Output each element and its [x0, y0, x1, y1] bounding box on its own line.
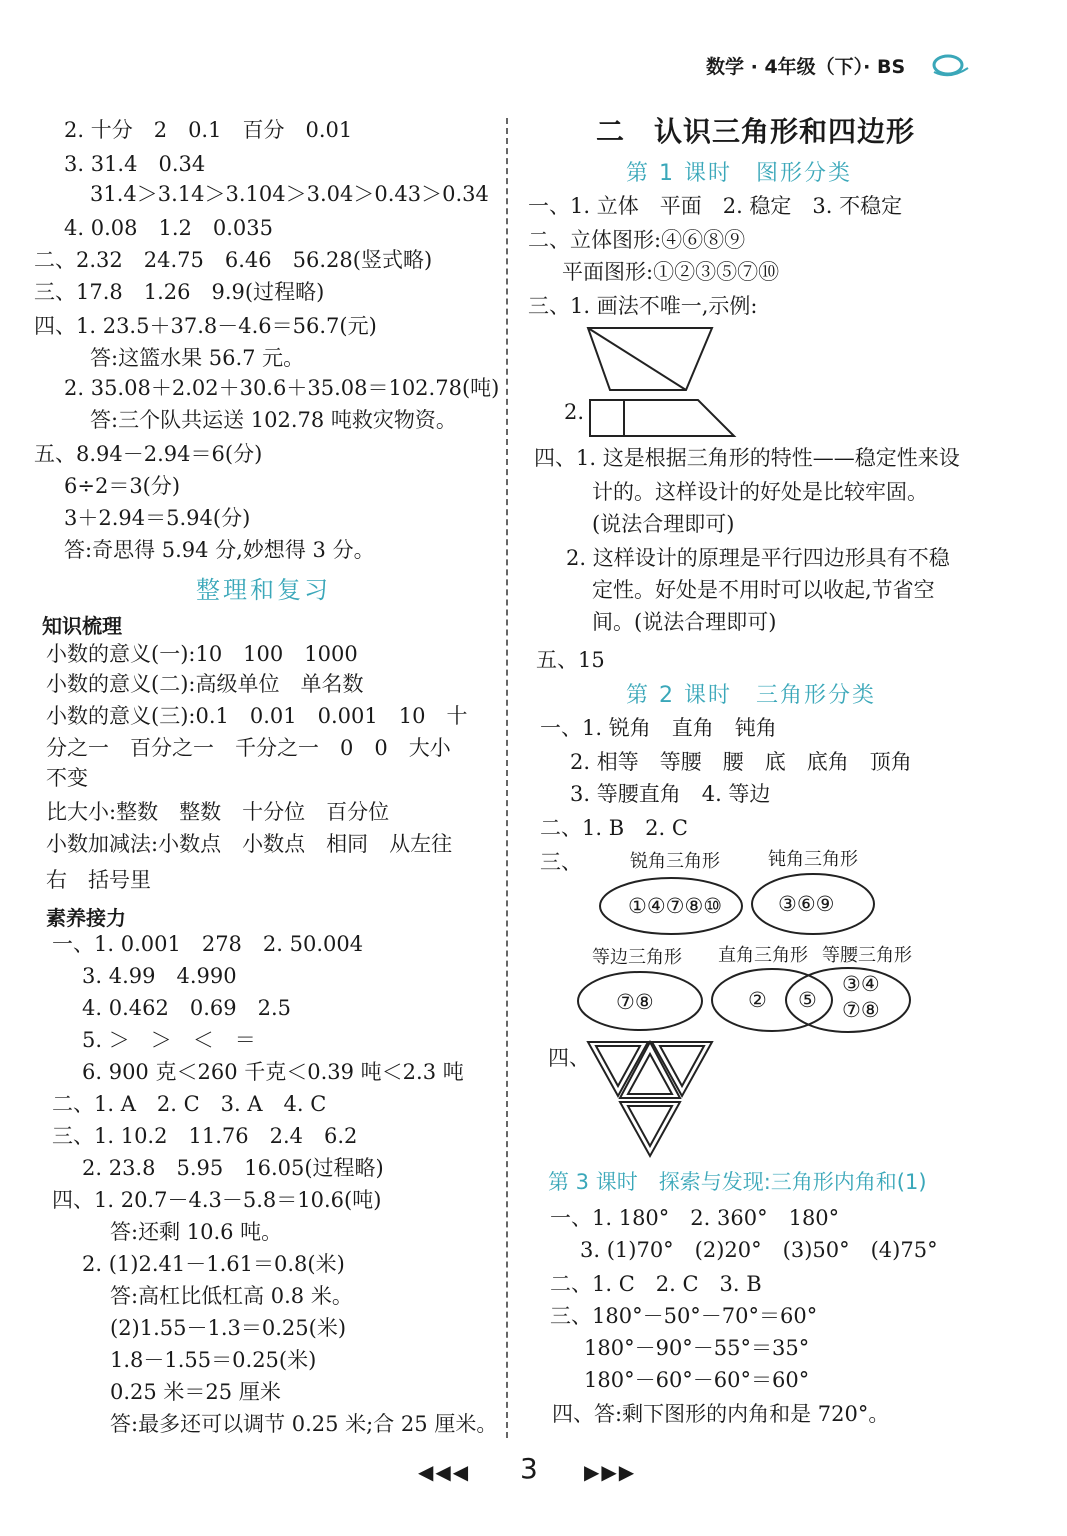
lesson3-line-3: 二、1. C 2. C 3. B: [550, 1272, 762, 1296]
left-line-13: 3＋2.94＝5.94(分): [64, 506, 251, 530]
knowledge-line-3: 小数的意义(三):0.1 0.01 0.001 10 十: [46, 704, 468, 728]
page-header: 数学 · 4年级（下）· BS: [706, 56, 906, 78]
lesson3-line-7: 四、答:剩下图形的内角和是 720°。: [552, 1402, 890, 1426]
acute-label: 锐角三角形: [630, 851, 720, 872]
obtuse-items: ③⑥⑨: [778, 892, 835, 916]
lesson2-line-4: 二、1. B 2. C: [540, 816, 688, 840]
lesson2-line-5: 三、: [540, 850, 582, 874]
lesson1-line-2: 二、立体图形:④⑥⑧⑨: [528, 228, 746, 252]
left-line-3: 31.4＞3.14＞3.104＞3.04＞0.43＞0.34: [90, 182, 489, 206]
lesson1-line-10: 定性。好处是不用时可以收起,节省空: [592, 578, 935, 602]
left-line-4: 4. 0.08 1.2 0.035: [64, 216, 273, 240]
right-label: 直角三角形: [718, 945, 808, 966]
equilateral-label: 等边三角形: [592, 947, 682, 968]
acute-items: ①④⑦⑧⑩: [628, 894, 723, 918]
knowledge-line-4: 分之一 百分之一 千分之一 0 0 大小: [46, 736, 451, 760]
relay-title: 素养接力: [46, 906, 126, 930]
lesson1-line-3: 平面图形:①②③⑤⑦⑩: [562, 260, 780, 284]
relay-line-8: 2. 23.8 5.95 16.05(过程略): [82, 1156, 384, 1180]
relay-line-11: 2. (1)2.41－1.61＝0.8(米): [82, 1252, 345, 1276]
lesson1-line-7: 计的。这样设计的好处是比较牢固。: [592, 480, 928, 504]
lesson3-title: 第 3 课时 探索与发现:三角形内角和(1): [548, 1170, 927, 1194]
isosceles-items-2: ⑦⑧: [842, 998, 880, 1022]
relay-line-7: 三、1. 10.2 11.76 2.4 6.2: [52, 1124, 358, 1148]
next-arrows-icon[interactable]: ▶▶▶: [584, 1460, 637, 1484]
relay-line-3: 4. 0.462 0.69 2.5: [82, 996, 291, 1020]
lesson1-line-8: (说法合理即可): [592, 512, 735, 536]
knowledge-title: 知识梳理: [42, 614, 122, 638]
triangle-frame-figure: [584, 1036, 720, 1160]
lesson1-line-1: 一、1. 立体 平面 2. 稳定 3. 不稳定: [528, 194, 903, 218]
page-number: 3: [520, 1452, 538, 1485]
isosceles-items-1: ③④: [842, 972, 880, 996]
left-line-8: 答:这篮水果 56.7 元。: [90, 346, 305, 370]
lesson1-line-4: 三、1. 画法不唯一,示例:: [528, 294, 758, 318]
knowledge-line-1: 小数的意义(一):10 100 1000: [46, 642, 358, 666]
rectangle-parallelogram-figure: [588, 398, 738, 438]
relay-line-9: 四、1. 20.7－4.3－5.8＝10.6(吨): [52, 1188, 382, 1212]
lesson3-line-1: 一、1. 180° 2. 360° 180°: [550, 1206, 840, 1230]
left-line-6: 三、17.8 1.26 9.9(过程略): [34, 280, 325, 304]
lesson2-line-3: 3. 等腰直角 4. 等边: [570, 782, 771, 806]
left-line-10: 答:三个队共运送 102.78 吨救灾物资。: [90, 408, 457, 432]
left-line-9: 2. 35.08＋2.02＋30.6＋35.08＝102.78(吨): [64, 376, 500, 400]
relay-line-10: 答:还剩 10.6 吨。: [110, 1220, 283, 1244]
left-line-7: 四、1. 23.5＋37.8－4.6＝56.7(元): [34, 314, 377, 338]
lesson1-line-5: 2.: [564, 400, 585, 424]
relay-line-2: 3. 4.99 4.990: [82, 964, 237, 988]
relay-line-5: 6. 900 克＜260 千克＜0.39 吨＜2.3 吨: [82, 1060, 464, 1084]
header-decoration-icon: [930, 52, 970, 78]
lesson1-title: 第 1 课时 图形分类: [626, 161, 852, 186]
left-line-1: 2. 十分 2 0.1 百分 0.01: [64, 118, 353, 142]
relay-line-4: 5. ＞ ＞ ＜ ＝: [82, 1028, 256, 1052]
right-items: ②: [748, 988, 767, 1012]
obtuse-label: 钝角三角形: [768, 849, 858, 870]
review-title: 整理和复习: [196, 576, 331, 604]
lesson1-line-6: 四、1. 这是根据三角形的特性——稳定性来设: [534, 446, 960, 470]
column-divider: [506, 118, 508, 1438]
equilateral-items: ⑦⑧: [616, 990, 654, 1014]
prev-arrows-icon[interactable]: ◀◀◀: [418, 1460, 471, 1484]
lesson1-line-12: 五、15: [536, 648, 605, 672]
relay-line-16: 答:最多还可以调节 0.25 米;合 25 厘米。: [110, 1412, 498, 1436]
lesson3-line-2: 3. (1)70° (2)20° (3)50° (4)75°: [580, 1238, 938, 1262]
knowledge-line-6: 比大小:整数 整数 十分位 百分位: [46, 800, 390, 824]
lesson3-line-5: 180°－90°－55°＝35°: [584, 1336, 810, 1360]
left-line-11: 五、8.94－2.94＝6(分): [34, 442, 263, 466]
relay-line-1: 一、1. 0.001 278 2. 50.004: [52, 932, 364, 956]
lesson2-line-2: 2. 相等 等腰 腰 底 底角 顶角: [570, 750, 912, 774]
relay-line-12: 答:高杠比低杠高 0.8 米。: [110, 1284, 353, 1308]
knowledge-line-5: 不变: [46, 766, 88, 790]
knowledge-line-8: 右 括号里: [46, 868, 151, 892]
left-line-5: 二、2.32 24.75 6.46 56.28(竖式略): [34, 248, 433, 272]
lesson1-line-9: 2. 这样设计的原理是平行四边形具有不稳: [566, 546, 950, 570]
left-line-2: 3. 31.4 0.34: [64, 152, 206, 176]
chapter-title: 二 认识三角形和四边形: [596, 115, 916, 148]
trapezoid-figure: [586, 326, 716, 392]
lesson1-line-11: 间。(说法合理即可): [592, 610, 777, 634]
knowledge-line-2: 小数的意义(二):高级单位 单名数: [46, 672, 364, 696]
lesson3-line-4: 三、180°－50°－70°＝60°: [550, 1304, 818, 1328]
overlap-items: ⑤: [798, 988, 817, 1012]
lesson2-title: 第 2 课时 三角形分类: [626, 683, 876, 708]
relay-line-6: 二、1. A 2. C 3. A 4. C: [52, 1092, 327, 1116]
relay-line-13: (2)1.55－1.3＝0.25(米): [110, 1316, 347, 1340]
relay-line-15: 0.25 米＝25 厘米: [110, 1380, 281, 1404]
lesson2-line-6: 四、: [548, 1046, 590, 1070]
lesson3-line-6: 180°－60°－60°＝60°: [584, 1368, 810, 1392]
left-line-12: 6÷2＝3(分): [64, 474, 181, 498]
relay-line-14: 1.8－1.55＝0.25(米): [110, 1348, 317, 1372]
isosceles-label: 等腰三角形: [822, 945, 912, 966]
left-line-14: 答:奇思得 5.94 分,妙想得 3 分。: [64, 538, 375, 562]
lesson2-line-1: 一、1. 锐角 直角 钝角: [540, 716, 777, 740]
knowledge-line-7: 小数加减法:小数点 小数点 相同 从左往: [46, 832, 453, 856]
